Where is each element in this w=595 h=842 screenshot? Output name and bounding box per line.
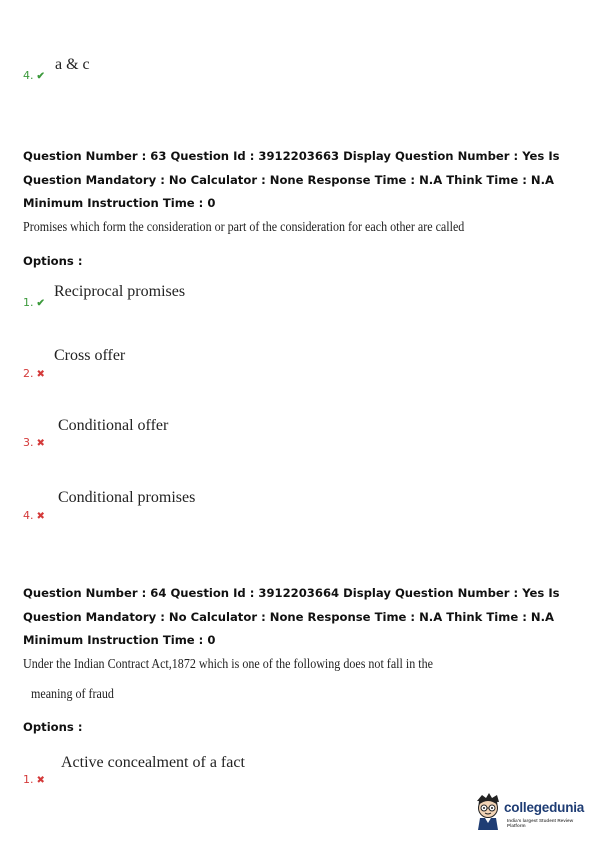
q63-option-2-text: Cross offer <box>54 347 126 364</box>
q63-option-3-text: Conditional offer <box>58 417 169 434</box>
q63-option-2-marker <box>23 364 45 382</box>
mascot-icon <box>474 792 502 830</box>
option-number: 2. <box>23 367 34 380</box>
check-icon: ✔ <box>36 71 45 82</box>
cross-icon: ✖ <box>36 438 45 449</box>
check-icon: ✔ <box>36 298 45 309</box>
collegedunia-logo <box>474 792 589 832</box>
q63-option-4-text: Conditional promises <box>58 489 196 506</box>
question-64-text-line-1: Under the Indian Contract Act,1872 which is one of the following does not fall in the <box>23 657 433 672</box>
cross-icon: ✖ <box>36 775 45 786</box>
cross-icon: ✖ <box>36 511 45 522</box>
q63-option-3-marker <box>23 433 45 451</box>
question-64-text-line-2: meaning of fraud <box>31 687 114 702</box>
prev-option-4 <box>23 66 45 84</box>
question-64-options-label: Options : <box>23 720 83 734</box>
prev-option-4-text: a & c <box>55 56 90 73</box>
logo-name: collegedunia <box>504 800 585 815</box>
option-number: 3. <box>23 436 34 449</box>
question-63-text: Promises which form the consideration or part of the consideration for each other are called <box>23 220 465 235</box>
q63-option-4-marker <box>23 506 45 524</box>
option-number: 4. <box>23 509 34 522</box>
option-number: 1. <box>23 296 34 309</box>
q63-option-1-text: Reciprocal promises <box>54 283 186 300</box>
logo-tagline: India's largest Student Review Platform <box>507 818 574 828</box>
option-number: 1. <box>23 773 34 786</box>
option-number: 4. <box>23 69 34 82</box>
question-63-header: Question Number : 63 Question Id : 3912203663 Display Question Number : Yes Is Question Mandatory : No Calculator : None Response Time : N.A Think Time : N.A Minimum Instruction Time : 0 <box>23 149 560 210</box>
question-63-options-label: Options : <box>23 254 83 268</box>
q64-option-1-text: Active concealment of a fact <box>61 754 245 771</box>
question-64-header: Question Number : 64 Question Id : 3912203664 Display Question Number : Yes Is Question Mandatory : No Calculator : None Response Time : N.A Think Time : N.A Minimum Instruction Time : 0 <box>23 586 560 647</box>
q64-option-1-marker <box>23 770 45 788</box>
cross-icon: ✖ <box>36 369 45 380</box>
q63-option-1-marker <box>23 293 45 311</box>
